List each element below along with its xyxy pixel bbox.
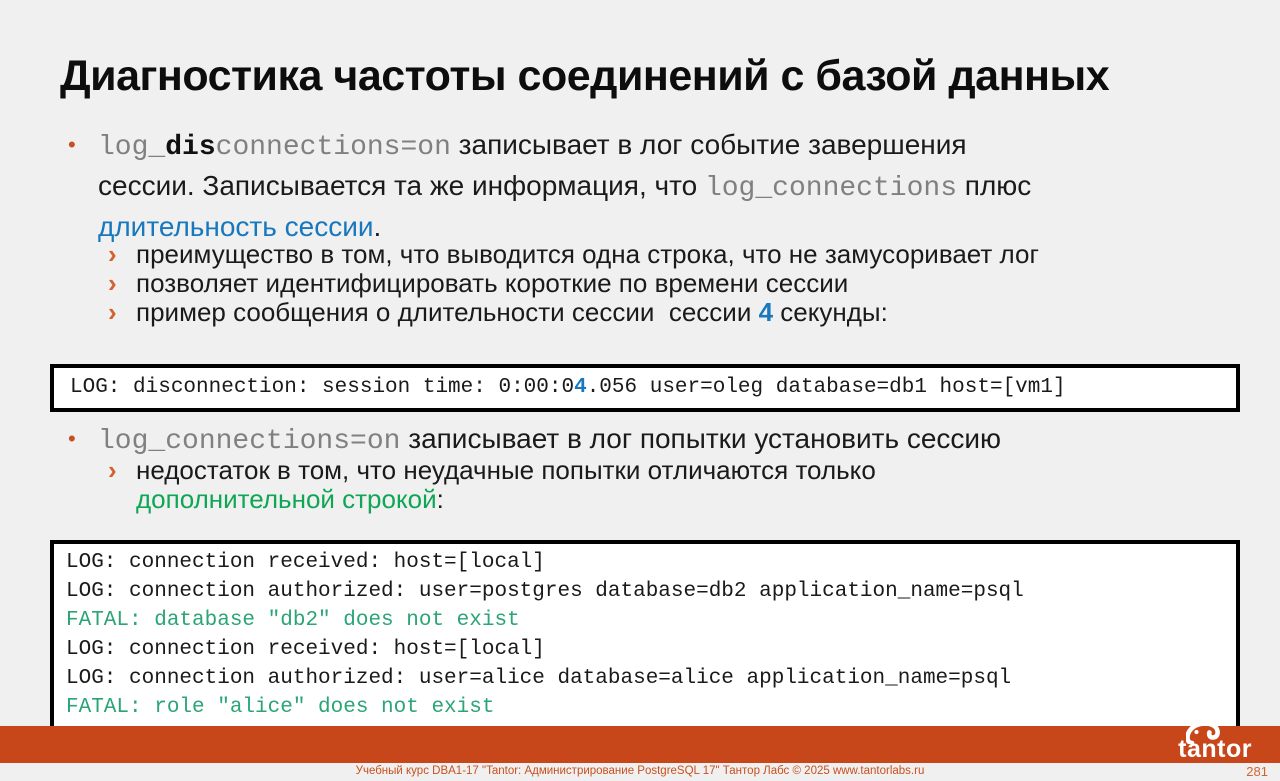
log-output-disconnection [50,364,1240,412]
sub-bullet-example-message [108,298,1236,327]
log-line: LOG: connection authorized: user=alice database=alice application_name=psql [66,667,1012,690]
footer-strip [0,763,1280,781]
log-line-pre: LOG: disconnection: session time: 0:00:0 [70,376,575,399]
bullet-line-1-text: записывает в лог событие завершения [450,129,967,160]
log-line-highlight: 4 [574,376,587,399]
log-line-post: .056 user=oleg database=db1 host=[vm1] [586,376,1066,399]
bullet-dot-icon: • [68,132,76,157]
bullet-log-disconnections [62,126,1238,246]
param-name-bold-part: dis [165,132,216,163]
param-log-connections: log_connections [704,173,957,204]
example-text-post: секунды: [773,297,888,327]
tantor-elephant-icon [1186,720,1220,744]
drawback-line-1: недостаток в том, что неудачные попытки отличаются только [136,455,876,485]
slide-title: Диагностика частоты соединений с базой данных [60,52,1110,100]
log-line: LOG: connection received: host=[local] [66,551,545,574]
chevron-icon: › [108,268,117,298]
bullet-line-1 [98,126,1238,167]
param-log-connections-on: log_connections=on [98,426,401,457]
sub-bullet-text: позволяет идентифицировать короткие по времени сессии [136,268,849,298]
chevron-icon: › [108,297,117,327]
sub-bullet-advantage [108,240,1236,269]
drawback-line-2 [136,485,1236,514]
example-text-pre: пример сообщения о длительности сессии сессии [136,297,759,327]
sub-bullet-text [136,298,1236,327]
sub-bullet-text [136,456,1236,514]
drawback-line-2-text: : [436,484,444,514]
chevron-icon: › [108,239,117,269]
log-line-fatal: FATAL: database "db2" does not exist [66,609,520,632]
bullet-line-2-text-post: плюс [957,170,1032,201]
log-line-fatal: FATAL: role "alice" does not exist [66,696,495,719]
chevron-icon: › [108,455,117,485]
bullet-line-3-text: . [373,211,382,242]
sub-bullet-text: преимущество в том, что выводится одна строка, что не замусоривает лог [136,239,1039,269]
bullet-line-1-text: записывает в лог попытки установить сессию [400,423,1002,454]
extra-line-highlight: дополнительной строкой [136,484,437,514]
bullet-line-2 [98,167,1238,208]
footer-accent-bar [0,726,1280,763]
bullet-dot-icon: • [68,426,76,451]
bullet-line-2-text-pre: сессии. Записывается та же информация, что [98,170,705,201]
session-duration-highlight: длительность сессии [98,211,374,242]
footer-course-text: Учебный курс DBA1-17 "Tantor: Администрирование PostgreSQL 17" Тантор Лабс © 2025 www.tantorlabs.ru [355,765,925,777]
tantor-logo-text: tantor [1178,735,1252,763]
log-line: LOG: connection authorized: user=postgres database=db2 application_name=psql [66,580,1024,603]
log-output-connection-attempts [50,540,1240,732]
bullet-text [98,126,1238,246]
param-name-suffix: connections=on [215,132,451,163]
param-name-prefix: log_ [98,132,166,163]
sub-bullet-short-sessions [108,269,1236,298]
log-line [70,373,1220,402]
page-number: 281 [1246,764,1268,779]
tantor-logo [1178,720,1252,766]
seconds-value: 4 [758,297,774,327]
sub-bullet-drawback [108,456,1236,514]
log-line: LOG: connection received: host=[local] [66,638,545,661]
